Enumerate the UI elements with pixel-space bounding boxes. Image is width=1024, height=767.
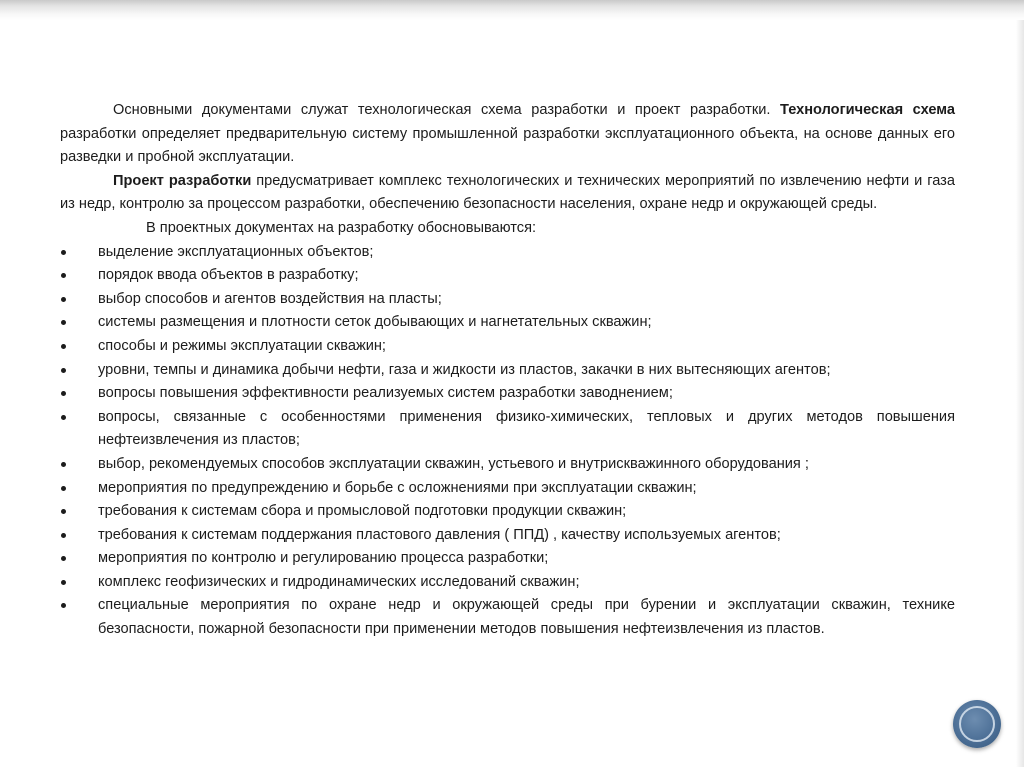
intro-paragraph-2 bbox=[60, 170, 955, 217]
bullet-text: мероприятия по контролю и регулированию процесса разработки; bbox=[98, 550, 549, 567]
bullet-dot-icon bbox=[61, 320, 66, 325]
intro-p1-text-2: разработки определяет предварительную систему промышленной разработки эксплуатационного объекта, на основе данных его разведки и пробной эксплуатации. bbox=[60, 125, 955, 166]
bullet-dot-icon bbox=[61, 509, 66, 514]
bullet-text: способы и режимы эксплуатации скважин; bbox=[98, 337, 386, 354]
document-bullet-list bbox=[60, 241, 955, 642]
bullet-text: требования к системам сбора и промысловой подготовки продукции скважин; bbox=[98, 503, 627, 520]
bullet-dot-icon bbox=[61, 368, 66, 373]
slide-right-shadow bbox=[1016, 20, 1024, 767]
bullet-item bbox=[60, 571, 955, 595]
bullet-item bbox=[60, 477, 955, 501]
bullet-text: выбор, рекомендуемых способов эксплуатации скважин, устьевого и внутрискважинного оборудования ; bbox=[98, 455, 809, 472]
bullet-text: специальные мероприятия по охране недр и окружающей среды при бурении и эксплуатации скважин, технике безопасности, пожарной безопасности при применении методов повышения нефтеизвлечения из пластов. bbox=[98, 597, 955, 638]
bullet-dot-icon bbox=[61, 391, 66, 396]
slide-text-block bbox=[60, 99, 955, 642]
bullet-item bbox=[60, 594, 955, 641]
bullet-text: выбор способов и агентов воздействия на пласты; bbox=[98, 290, 442, 307]
bullet-text: требования к системам поддержания пластового давления ( ППД) , качеству используемых агентов; bbox=[98, 526, 781, 543]
badge-ring-icon bbox=[959, 706, 995, 742]
intro-p1-bold-term: Технологическая схема bbox=[780, 102, 956, 118]
list-lead: В проектных документах на разработку обосновываются: bbox=[146, 219, 537, 236]
bullet-dot-icon bbox=[61, 297, 66, 302]
bullet-dot-icon bbox=[61, 556, 66, 561]
bullet-dot-icon bbox=[61, 486, 66, 491]
bullet-text: системы размещения и плотности сеток добывающих и нагнетательных скважин; bbox=[98, 314, 652, 331]
bullet-text: выделение эксплуатационных объектов; bbox=[98, 243, 374, 260]
bullet-text: порядок ввода объектов в разработку; bbox=[98, 267, 359, 284]
bullet-item bbox=[60, 547, 955, 571]
bullet-text: комплекс геофизических и гидродинамических исследований скважин; bbox=[98, 573, 580, 590]
slide-top-shadow bbox=[0, 0, 1024, 20]
bullet-item bbox=[60, 359, 955, 383]
intro-paragraph-1 bbox=[60, 99, 955, 170]
bullet-dot-icon bbox=[61, 344, 66, 349]
bullet-item bbox=[60, 500, 955, 524]
bullet-item bbox=[60, 335, 955, 359]
bullet-item bbox=[60, 382, 955, 406]
bullet-item bbox=[60, 453, 955, 477]
bullet-item bbox=[60, 264, 955, 288]
bullet-text: мероприятия по предупреждению и борьбе с осложнениями при эксплуатации скважин; bbox=[98, 479, 697, 496]
bullet-item bbox=[60, 524, 955, 548]
intro-p2-bold-term: Проект разработки bbox=[113, 172, 252, 189]
bullet-dot-icon bbox=[61, 603, 66, 608]
bullet-dot-icon bbox=[61, 415, 66, 420]
bullet-dot-icon bbox=[61, 273, 66, 278]
bullet-item bbox=[60, 406, 955, 453]
bullet-item bbox=[60, 241, 955, 265]
bullet-dot-icon bbox=[61, 580, 66, 585]
bullet-text: вопросы повышения эффективности реализуемых систем разработки заводнением; bbox=[98, 385, 673, 402]
bullet-text: вопросы, связанные с особенностями применения физико-химических, тепловых и других методов повышения нефтеизвлечения из пластов; bbox=[98, 408, 955, 449]
bullet-item bbox=[60, 311, 955, 335]
bullet-dot-icon bbox=[61, 250, 66, 255]
intro-p2-text: предусматривает комплекс технологических и технических мероприятий по извлечению нефти и газа из недр, контролю за процессом разработки, обеспечению безопасности населения, охране недр и окружающей среды. bbox=[60, 172, 955, 213]
bullet-item bbox=[60, 288, 955, 312]
intro-p1-text-1: Основными документами служат технологическая схема разработки и проект разработки. bbox=[113, 102, 781, 118]
bullet-text: уровни, темпы и динамика добычи нефти, газа и жидкости из пластов, закачки в них вытесняющих агентов; bbox=[98, 361, 831, 378]
slide-badge-icon bbox=[953, 700, 1001, 748]
bullet-dot-icon bbox=[61, 533, 66, 538]
bullet-dot-icon bbox=[61, 462, 66, 467]
